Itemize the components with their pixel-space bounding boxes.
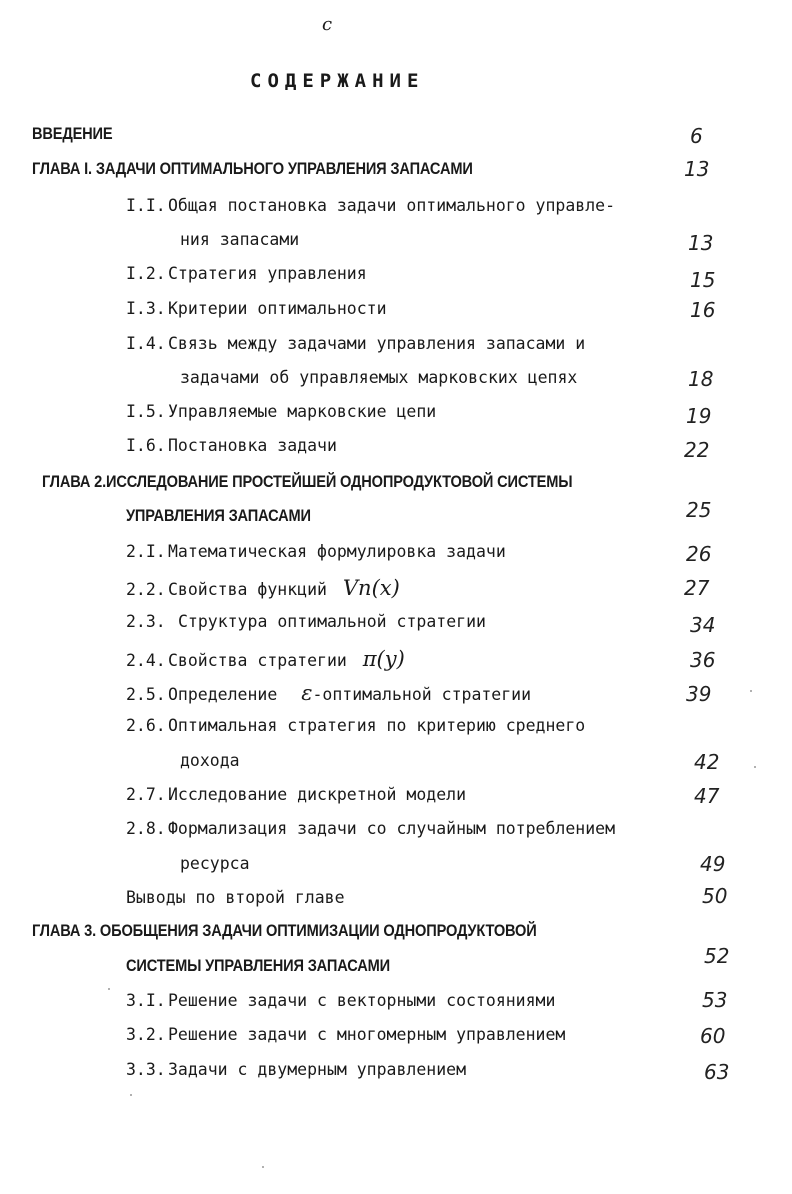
scan-speck bbox=[108, 988, 110, 990]
toc-page-number: 36 bbox=[690, 648, 716, 672]
toc-page-number: 25 bbox=[686, 498, 712, 522]
toc-page-number: 34 bbox=[690, 613, 716, 637]
section-title: Стратегия управления bbox=[168, 264, 367, 283]
toc-section-3-2 bbox=[126, 1025, 565, 1044]
chapter-title: ОБОБЩЕНИЯ ЗАДАЧИ ОПТИМИЗАЦИИ ОДНОПРОДУКТОВОЙ bbox=[99, 921, 537, 940]
section-title: Формализация задачи со случайным потреблением bbox=[168, 819, 616, 838]
section-title: Задачи с двумерным управлением bbox=[168, 1060, 467, 1079]
scan-speck bbox=[130, 1094, 132, 1096]
toc-chapter-continuation: СИСТЕМЫ УПРАВЛЕНИЯ ЗАПАСАМИ bbox=[126, 956, 390, 975]
toc-chapter-1 bbox=[32, 159, 473, 179]
section-number: I.I. bbox=[126, 196, 166, 215]
section-title: Определение bbox=[168, 685, 278, 704]
toc-page-number: 26 bbox=[686, 542, 712, 566]
section-title: Свойства функций bbox=[168, 580, 327, 599]
section-number: 3.I. bbox=[126, 991, 166, 1010]
toc-page-number: 13 bbox=[684, 157, 710, 181]
section-title: Решение задачи с векторными состояниями bbox=[168, 991, 556, 1010]
section-number: 2.I. bbox=[126, 542, 166, 561]
toc-page-number: 47 bbox=[694, 784, 720, 808]
toc-section-continuation: задачами об управляемых марковских цепях bbox=[180, 368, 578, 387]
section-number: 2.3. bbox=[126, 612, 166, 631]
section-title: Исследование дискретной модели bbox=[168, 785, 467, 804]
section-number: 3.3. bbox=[126, 1060, 166, 1079]
section-number: I.5. bbox=[126, 402, 166, 421]
toc-chapter-continuation: УПРАВЛЕНИЯ ЗАПАСАМИ bbox=[126, 506, 311, 525]
chapter-number: ГЛАВА 3. bbox=[32, 921, 97, 940]
toc-page-number: 22 bbox=[684, 438, 710, 462]
page-title: СОДЕРЖАНИЕ bbox=[250, 70, 425, 92]
section-title: Общая постановка задачи оптимального управле- bbox=[168, 196, 616, 215]
chapter-title: ЗАДАЧИ ОПТИМАЛЬНОГО УПРАВЛЕНИЯ ЗАПАСАМИ bbox=[95, 159, 473, 178]
toc-section-3-3 bbox=[126, 1060, 466, 1079]
toc-section-2-4 bbox=[126, 647, 405, 671]
section-number: I.2. bbox=[126, 264, 166, 283]
scan-speck bbox=[262, 1166, 264, 1168]
chapter-number: ГЛАВА 2. bbox=[42, 472, 107, 491]
toc-page-number: 50 bbox=[702, 884, 728, 908]
toc-page-number: 52 bbox=[704, 944, 730, 968]
toc-section-2-6 bbox=[126, 716, 585, 735]
toc-section-2-3 bbox=[126, 612, 486, 631]
toc-section-continuation: ния запасами bbox=[180, 230, 300, 249]
toc-section-1-6 bbox=[126, 436, 337, 455]
chapter-number: ГЛАВА I. bbox=[32, 159, 92, 178]
toc-section-2-5 bbox=[126, 681, 531, 705]
toc-page-number: 27 bbox=[684, 576, 710, 600]
toc-chapter-3 bbox=[32, 921, 537, 941]
toc-section-2-8 bbox=[126, 819, 615, 838]
toc-section-1-1 bbox=[126, 196, 615, 215]
section-number: 2.5. bbox=[126, 685, 166, 704]
math-formula: ε bbox=[301, 681, 313, 705]
section-title: Связь между задачами управления запасами и bbox=[168, 334, 586, 353]
toc-section-continuation: ресурса bbox=[180, 854, 250, 873]
toc-page-number: 49 bbox=[700, 852, 726, 876]
toc-page-number: 13 bbox=[688, 231, 714, 255]
section-number: 2.7. bbox=[126, 785, 166, 804]
scan-speck bbox=[754, 766, 756, 768]
toc-section-1-2 bbox=[126, 264, 367, 283]
section-title: Критерии оптимальности bbox=[168, 299, 387, 318]
section-title: Оптимальная стратегия по критерию среднего bbox=[168, 716, 586, 735]
toc-page-number: 18 bbox=[688, 367, 714, 391]
toc-entry-introduction: ВВЕДЕНИЕ bbox=[32, 124, 113, 143]
chapter-title: ИССЛЕДОВАНИЕ ПРОСТЕЙШЕЙ ОДНОПРОДУКТОВОЙ СИСТЕМЫ bbox=[106, 472, 573, 491]
toc-conclusions: Выводы по второй главе bbox=[126, 888, 345, 907]
toc-section-3-1 bbox=[126, 991, 555, 1010]
math-formula: π(y) bbox=[362, 647, 405, 671]
toc-section-continuation: дохода bbox=[180, 751, 240, 770]
toc-page-number: 6 bbox=[690, 124, 703, 148]
section-number: 2.6. bbox=[126, 716, 166, 735]
page-mark: с bbox=[322, 14, 333, 35]
section-title: Управляемые марковские цепи bbox=[168, 402, 437, 421]
toc-section-2-1 bbox=[126, 542, 506, 561]
section-number: I.6. bbox=[126, 436, 166, 455]
toc-section-1-4 bbox=[126, 334, 585, 353]
toc-page-number: 16 bbox=[690, 298, 716, 322]
scan-speck bbox=[750, 690, 752, 692]
section-title-rest: -оптимальной стратегии bbox=[312, 685, 532, 704]
section-title: Постановка задачи bbox=[168, 436, 337, 455]
math-formula: Vn(x) bbox=[342, 576, 400, 600]
toc-page-number: 39 bbox=[686, 682, 712, 706]
toc-section-2-2 bbox=[126, 576, 400, 600]
section-number: I.3. bbox=[126, 299, 166, 318]
toc-section-1-5 bbox=[126, 402, 436, 421]
toc-section-2-7 bbox=[126, 785, 466, 804]
toc-page-number: 60 bbox=[700, 1024, 726, 1048]
toc-page-number: 19 bbox=[686, 404, 712, 428]
toc-section-1-3 bbox=[126, 299, 387, 318]
toc-page-number: 15 bbox=[690, 268, 716, 292]
section-title: Решение задачи с многомерным управлением bbox=[168, 1025, 566, 1044]
section-number: 2.2. bbox=[126, 580, 166, 599]
toc-chapter-2 bbox=[42, 472, 572, 492]
toc-page-number: 63 bbox=[704, 1060, 730, 1084]
section-title: Свойства стратегии bbox=[168, 651, 347, 670]
toc-page-number: 42 bbox=[694, 750, 720, 774]
section-number: 3.2. bbox=[126, 1025, 166, 1044]
section-number: I.4. bbox=[126, 334, 166, 353]
section-title: Математическая формулировка задачи bbox=[168, 542, 506, 561]
section-number: 2.8. bbox=[126, 819, 166, 838]
toc-page-number: 53 bbox=[702, 988, 728, 1012]
section-title: Структура оптимальной стратегии bbox=[178, 612, 486, 631]
section-number: 2.4. bbox=[126, 651, 166, 670]
